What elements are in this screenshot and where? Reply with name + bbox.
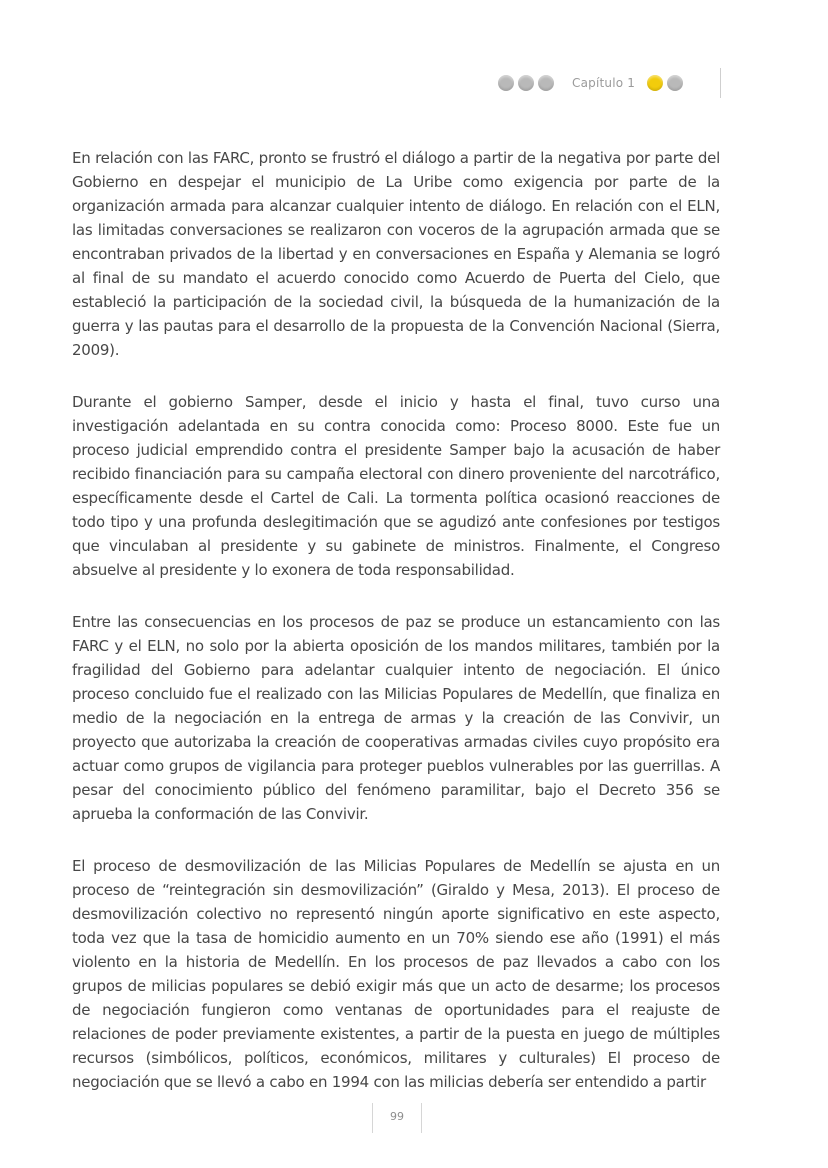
footer-divider-right [421, 1103, 422, 1133]
paragraph: En relación con las FARC, pronto se frustró el diálogo a partir de la negativa por parte del Gobierno en despejar el municipio de La Uribe como exigencia por parte de la organización armada para alcanzar cualquier intento de diálogo. En relación con el ELN, las limitadas conversaciones se realizaron con voceros de la agrupación armada que se encontraban privados de la libertad y en conversaciones en España y Alemania se logró al final de su mandato el acuerdo conocido como Acuerdo de Puerta del Cielo, que estableció la participación de la sociedad civil, la búsqueda de la humanización de la guerra y las pautas para el desarrollo de la propuesta de la Convención Nacional (Sierra, 2009). [72, 149, 720, 359]
gray-dot-icon [498, 75, 514, 91]
header-divider [720, 68, 721, 98]
chapter-header [498, 72, 687, 94]
gray-dot-icon [538, 75, 554, 91]
paragraph: El proceso de desmovilización de las Milicias Populares de Medellín se ajusta en un proceso de “reintegración sin desmovilización” (Giraldo y Mesa, 2013). El proceso de desmovilización colectivo no representó ningún aporte significativo en este aspecto, toda vez que la tasa de homicidio aumento en un 70% siendo ese año (1991) el más violento en la historia de Medellín. En los procesos de paz llevados a cabo con los grupos de milicias populares se debió exigir más que un acto de desarme; los procesos de negociación fungieron como ventanas de oportunidades para el reajuste de relaciones de poder previamente existentes, a partir de la puesta en juego de múltiples recursos (simbólicos, políticos, económicos, militares y culturales) El proceso de negociación que se llevó a cabo en 1994 con las milicias debería ser entendido a partir [72, 857, 720, 1091]
yellow-dot-icon [647, 75, 663, 91]
gray-dot-icon [518, 75, 534, 91]
chapter-label: Capítulo 1 [572, 76, 636, 90]
gray-dot-icon [667, 75, 683, 91]
paragraph: Entre las consecuencias en los procesos de paz se produce un estancamiento con las FARC y el ELN, no solo por la abierta oposición de los mandos militares, también por la fragilidad del Gobierno para adelantar cualquier intento de negociación. El único proceso concluido fue el realizado con las Milicias Populares de Medellín, que finaliza en medio de la negociación en la entrega de armas y la creación de las Convivir, un proyecto que autorizaba la creación de cooperativas armadas civiles cuyo propósito era actuar como grupos de vigilancia para proteger pueblos vulnerables por las guerrillas. A pesar del conocimiento público del fenómeno paramilitar, bajo el Decreto 356 se aprueba la conformación de las Convivir. [72, 613, 720, 823]
paragraph: Durante el gobierno Samper, desde el inicio y hasta el final, tuvo curso una investigación adelantada en su contra conocida como: Proceso 8000. Este fue un proceso judicial emprendido contra el presidente Samper bajo la acusación de haber recibido financiación para su campaña electoral con dinero proveniente del narcotráfico, específicamente desde el Cartel de Cali. La tormenta política ocasionó reacciones de todo tipo y una profunda deslegitimación que se agudizó ante confesiones por testigos que vinculaban al presidente y su gabinete de ministros. Finalmente, el Congreso absuelve al presidente y lo exonera de toda responsabilidad. [72, 393, 720, 579]
body-text [72, 146, 720, 1122]
page-number: 99 [390, 1110, 404, 1123]
